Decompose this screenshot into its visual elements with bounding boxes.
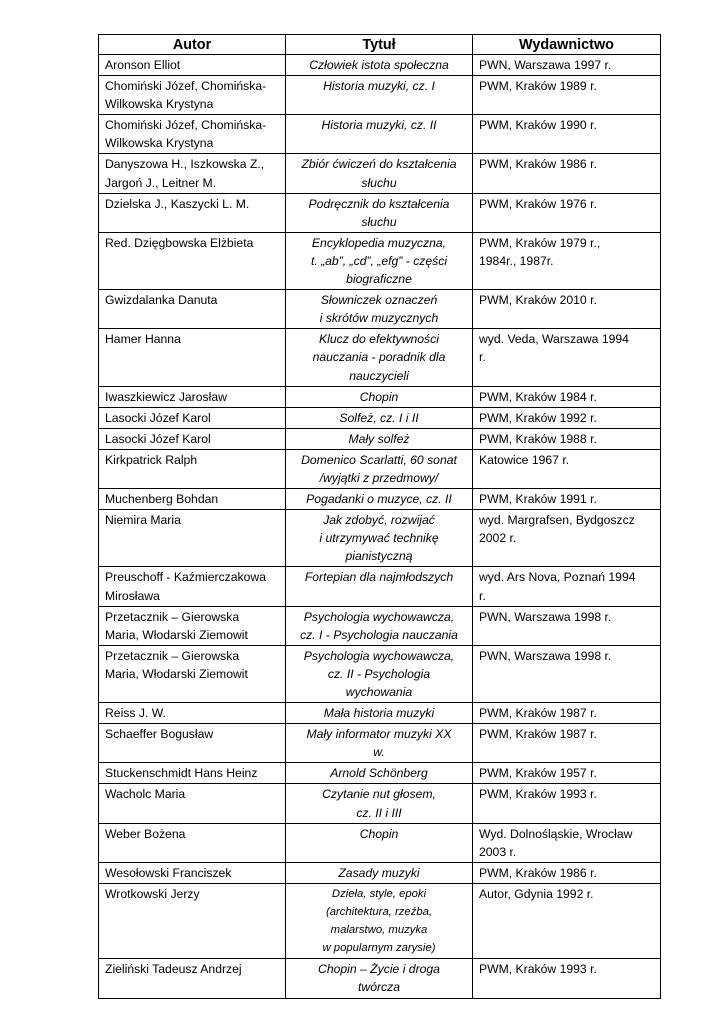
table-row: [99, 703, 661, 724]
table-row: [99, 763, 661, 784]
cell-title: Mała historia muzyki: [286, 703, 473, 724]
table-row: [99, 428, 661, 449]
cell-author: Danyszowa H., Iszkowska Z., Jargoń J., Leitner M.: [99, 154, 286, 193]
cell-title: Człowiek istota społeczna: [286, 55, 473, 76]
bibliography-table: [98, 34, 661, 999]
table-row: [99, 823, 661, 862]
cell-publisher: PWM, Kraków 1993 r.: [473, 959, 661, 998]
cell-author: Chomiński Józef, Chomińska- Wilkowska Krystyna: [99, 115, 286, 154]
cell-publisher: PWM, Kraków 1987 r.: [473, 724, 661, 763]
cell-publisher: PWM, Kraków 2010 r.: [473, 290, 661, 329]
table-row: [99, 883, 661, 958]
table-row: [99, 76, 661, 115]
cell-publisher: PWM, Kraków 1986 r.: [473, 862, 661, 883]
cell-author: Dzielska J., Kaszycki L. M.: [99, 193, 286, 232]
table-row: [99, 606, 661, 645]
column-header-publisher: Wydawnictwo: [473, 35, 661, 55]
cell-title: Chopin – Życie i droga twórcza: [286, 959, 473, 998]
table-row: [99, 489, 661, 510]
cell-author: Lasocki Józef Karol: [99, 407, 286, 428]
table-row: [99, 329, 661, 386]
cell-author: Przetacznik – Gierowska Maria, Włodarski Ziemowit: [99, 645, 286, 702]
cell-publisher: PWM, Kraków 1986 r.: [473, 154, 661, 193]
cell-author: Aronson Elliot: [99, 55, 286, 76]
cell-publisher: PWM, Kraków 1976 r.: [473, 193, 661, 232]
cell-title: Encyklopedia muzyczna, t. „ab”, „cd”, „efg” - części biograficzne: [286, 232, 473, 289]
cell-title: Psychologia wychowawcza, cz. II - Psychologia wychowania: [286, 645, 473, 702]
cell-title: Czytanie nut głosem, cz. II i III: [286, 784, 473, 823]
table-row: [99, 115, 661, 154]
cell-publisher: wyd. Margrafsen, Bydgoszcz 2002 r.: [473, 510, 661, 567]
cell-publisher: PWM, Kraków 1989 r.: [473, 76, 661, 115]
cell-author: Gwizdalanka Danuta: [99, 290, 286, 329]
cell-author: Muchenberg Bohdan: [99, 489, 286, 510]
cell-publisher: PWM, Kraków 1987 r.: [473, 703, 661, 724]
cell-publisher: PWM, Kraków 1992 r.: [473, 407, 661, 428]
cell-publisher: PWM, Kraków 1988 r.: [473, 428, 661, 449]
cell-title: Podręcznik do kształcenia słuchu: [286, 193, 473, 232]
cell-title: Chopin: [286, 823, 473, 862]
cell-title: Historia muzyki, cz. II: [286, 115, 473, 154]
table-row: [99, 567, 661, 606]
table-row: [99, 510, 661, 567]
cell-publisher: PWM, Kraków 1984 r.: [473, 386, 661, 407]
cell-publisher: PWM, Kraków 1993 r.: [473, 784, 661, 823]
cell-author: Schaeffer Bogusław: [99, 724, 286, 763]
cell-author: Chomiński Józef, Chomińska- Wilkowska Krystyna: [99, 76, 286, 115]
cell-title: Zasady muzyki: [286, 862, 473, 883]
table-row: [99, 959, 661, 998]
cell-publisher: PWM, Kraków 1979 r., 1984r., 1987r.: [473, 232, 661, 289]
cell-publisher: Autor, Gdynia 1992 r.: [473, 883, 661, 958]
cell-title: Jak zdobyć, rozwijać i utrzymywać technikę pianistyczną: [286, 510, 473, 567]
cell-publisher: PWM, Kraków 1991 r.: [473, 489, 661, 510]
table-body: [99, 55, 661, 999]
cell-author: Wacholc Maria: [99, 784, 286, 823]
cell-title: Dzieła, style, epoki (architektura, rzeźba, malarstwo, muzyka w popularnym zarysie): [286, 883, 473, 958]
cell-author: Wesołowski Franciszek: [99, 862, 286, 883]
cell-publisher: PWN, Warszawa 1998 r.: [473, 606, 661, 645]
cell-author: Niemira Maria: [99, 510, 286, 567]
table-row: [99, 645, 661, 702]
cell-title: Zbiór ćwiczeń do kształcenia słuchu: [286, 154, 473, 193]
cell-title: Mały solfeż: [286, 428, 473, 449]
table-row: [99, 232, 661, 289]
cell-author: Stuckenschmidt Hans Heinz: [99, 763, 286, 784]
cell-author: Lasocki Józef Karol: [99, 428, 286, 449]
cell-title: Solfeż, cz. I i II: [286, 407, 473, 428]
cell-publisher: PWM, Kraków 1990 r.: [473, 115, 661, 154]
table-header-row: [99, 35, 661, 55]
table-row: [99, 862, 661, 883]
table-row: [99, 386, 661, 407]
cell-title: Klucz do efektywności nauczania - poradnik dla nauczycieli: [286, 329, 473, 386]
table-row: [99, 407, 661, 428]
table-row: [99, 55, 661, 76]
table-row: [99, 449, 661, 488]
cell-title: Fortepian dla najmłodszych: [286, 567, 473, 606]
cell-title: Pogadanki o muzyce, cz. II: [286, 489, 473, 510]
table-row: [99, 193, 661, 232]
cell-author: Wrotkowski Jerzy: [99, 883, 286, 958]
cell-title: Mały informator muzyki XX w.: [286, 724, 473, 763]
cell-title: Chopin: [286, 386, 473, 407]
cell-author: Iwaszkiewicz Jarosław: [99, 386, 286, 407]
cell-author: Hamer Hanna: [99, 329, 286, 386]
cell-title: Historia muzyki, cz. I: [286, 76, 473, 115]
cell-publisher: Katowice 1967 r.: [473, 449, 661, 488]
column-header-author: Autor: [99, 35, 286, 55]
cell-author: Weber Bożena: [99, 823, 286, 862]
table-row: [99, 724, 661, 763]
cell-title: Słowniczek oznaczeń i skrótów muzycznych: [286, 290, 473, 329]
cell-publisher: PWN, Warszawa 1997 r.: [473, 55, 661, 76]
cell-author: Reiss J. W.: [99, 703, 286, 724]
cell-publisher: PWN, Warszawa 1998 r.: [473, 645, 661, 702]
cell-author: Preuschoff - Kaźmierczakowa Mirosława: [99, 567, 286, 606]
cell-title: Domenico Scarlatti, 60 sonat /wyjątki z przedmowy/: [286, 449, 473, 488]
cell-publisher: wyd. Ars Nova, Poznań 1994 r.: [473, 567, 661, 606]
table-row: [99, 290, 661, 329]
cell-publisher: PWM, Kraków 1957 r.: [473, 763, 661, 784]
cell-author: Zieliński Tadeusz Andrzej: [99, 959, 286, 998]
table-row: [99, 784, 661, 823]
cell-publisher: Wyd. Dolnośląskie, Wrocław 2003 r.: [473, 823, 661, 862]
cell-title: Arnold Schönberg: [286, 763, 473, 784]
table-row: [99, 154, 661, 193]
cell-author: Kirkpatrick Ralph: [99, 449, 286, 488]
cell-author: Red. Dzięgbowska Elżbieta: [99, 232, 286, 289]
cell-publisher: wyd. Veda, Warszawa 1994 r.: [473, 329, 661, 386]
cell-title: Psychologia wychowawcza, cz. I - Psychologia nauczania: [286, 606, 473, 645]
cell-author: Przetacznik – Gierowska Maria, Włodarski Ziemowit: [99, 606, 286, 645]
column-header-title: Tytuł: [286, 35, 473, 55]
